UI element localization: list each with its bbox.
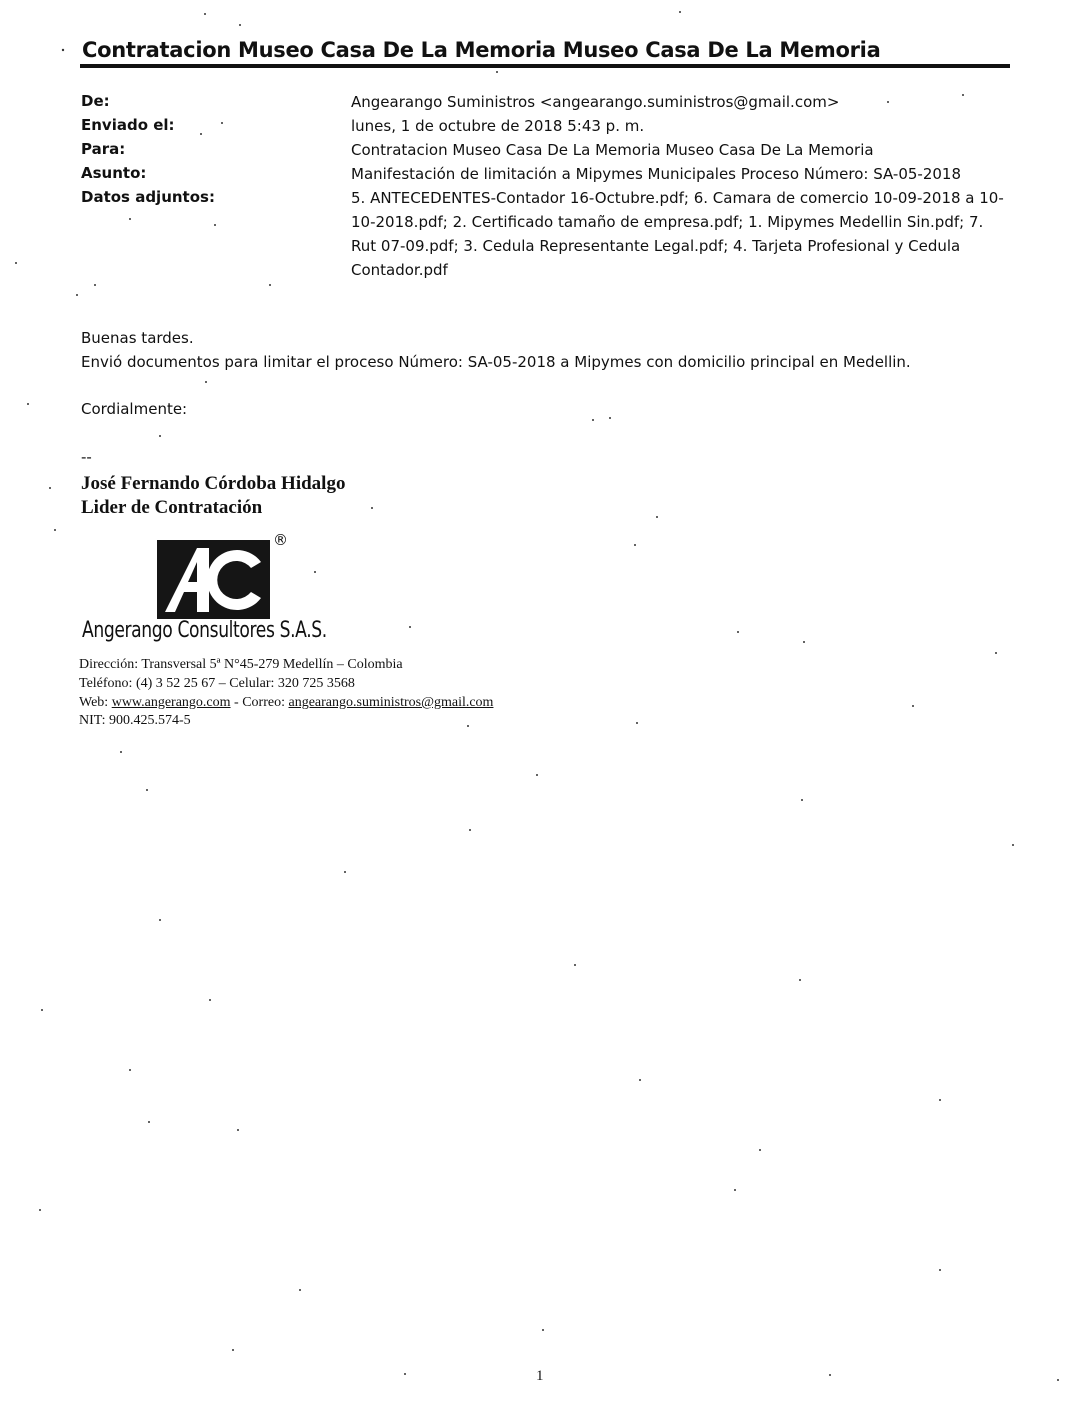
sent-label: Enviado el:	[81, 116, 175, 134]
registered-mark: ®	[273, 531, 288, 549]
email-subject-title: Contratacion Museo Casa De La Memoria Museo Casa De La Memoria	[82, 38, 881, 62]
message-text: Envió documentos para limitar el proceso Número: SA-05-2018 a Mipymes con domicilio principal en Medellin.	[81, 353, 911, 371]
attachments-value: 5. ANTECEDENTES-Contador 16-Octubre.pdf; 6. Camara de comercio 10-09-2018 a 10-10-2018.pdf; 2. Certificado tamaño de empresa.pdf; 1. Mipymes Medellin Sin.pdf; 7. Rut 07-09.pdf; 3. Cedula Representante Legal.pdf; 4. Tarjeta Profesional y Cedula Contador.pdf	[351, 189, 1004, 279]
page-number: 1	[536, 1368, 544, 1384]
from-value: Angearango Suministros <angearango.suministros@gmail.com>	[351, 93, 840, 111]
subject-label: Asunto:	[81, 164, 147, 182]
signature-name: José Fernando Córdoba Hidalgo	[81, 473, 346, 494]
sent-value: lunes, 1 de octubre de 2018 5:43 p. m.	[351, 117, 645, 135]
web-link[interactable]: www.angerango.com	[111, 695, 231, 710]
nit-line: NIT: 900.425.574-5	[79, 713, 191, 728]
email-label: - Correo:	[234, 695, 285, 710]
to-value: Contratacion Museo Casa De La Memoria Museo Casa De La Memoria	[351, 141, 874, 159]
from-label: De:	[81, 92, 110, 110]
greeting: Buenas tardes.	[81, 329, 194, 347]
to-label: Para:	[81, 140, 126, 158]
company-name: Angerango Consultores S.A.S.	[82, 618, 327, 643]
signature-role: Lider de Contratación	[81, 497, 263, 518]
attachments-label: Datos adjuntos:	[81, 188, 215, 206]
web-label: Web:	[79, 695, 109, 710]
phone-line: Teléfono: (4) 3 52 25 67 – Celular: 320 725 3568	[79, 676, 355, 691]
signature-separator: --	[81, 448, 92, 466]
address-line: Dirección: Transversal 5ª N°45-279 Medellín – Colombia	[79, 657, 403, 672]
email-link[interactable]: angearango.suministros@gmail.com	[288, 695, 494, 710]
subject-value: Manifestación de limitación a Mipymes Municipales Proceso Número: SA-05-2018	[351, 165, 962, 183]
closing: Cordialmente:	[81, 400, 188, 418]
